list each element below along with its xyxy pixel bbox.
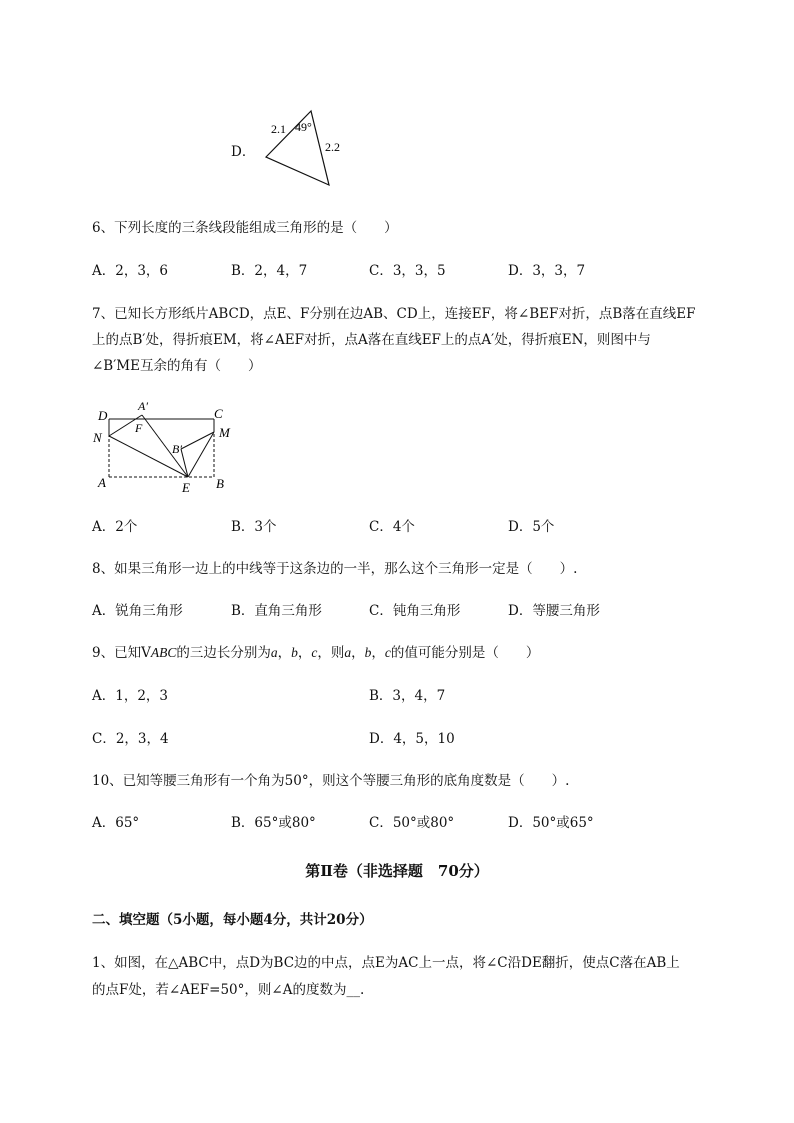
q7-label-d: D xyxy=(98,408,108,423)
q6-stem: 6、下列长度的三条线段能组成三角形的是（ ） xyxy=(92,220,398,236)
q9-comma-2: ， xyxy=(297,645,312,661)
q7-label-b: B xyxy=(216,476,224,491)
q9-option-c[interactable]: C．2，3，4 xyxy=(92,731,169,747)
q9-comma-4: ， xyxy=(371,645,385,661)
fill-q1-line2: 的点F处，若∠AEF=50°，则∠A的度数为__. xyxy=(92,982,365,998)
q10-option-a[interactable]: A．65° xyxy=(92,815,140,831)
q9-stem-post: 的值可能分别是（ ） xyxy=(390,645,540,661)
part2-section-heading: 二、填空题（5小题，每小题4分，共计20分） xyxy=(92,912,373,928)
q7-label-aprime: A′ xyxy=(138,399,148,413)
q8-option-c[interactable]: C．钝角三角形 xyxy=(369,603,461,619)
q9-stem xyxy=(92,643,539,663)
q9-option-b[interactable]: B．3，4，7 xyxy=(369,688,446,704)
q7-stem-line3: ∠B′ME互余的角有（ ） xyxy=(92,358,262,374)
q7-label-bprime: B′ xyxy=(172,442,182,456)
q9-stem-mid2: ，则 xyxy=(317,645,345,661)
q9-stem-mid: 的三边长分别为 xyxy=(176,645,271,661)
q9-option-a[interactable]: A．1，2，3 xyxy=(92,688,169,704)
q9-var-b-2: b xyxy=(364,645,372,660)
q10-option-c[interactable]: C．50°或80° xyxy=(369,815,455,831)
q7-label-c: C xyxy=(214,406,223,421)
q8-stem: 8、如果三角形一边上的中线等于这条边的一半，那么这个三角形一定是（ ）. xyxy=(92,561,578,577)
q7-label-e: E xyxy=(182,480,190,495)
q9-var-c: c xyxy=(311,645,318,660)
q7-option-b[interactable]: B．3个 xyxy=(231,519,277,535)
q8-option-d[interactable]: D．等腰三角形 xyxy=(508,603,600,619)
q5-triangle-figure xyxy=(255,105,355,191)
q9-var-c-2: c xyxy=(384,645,391,660)
q6-option-d[interactable]: D．3，3，7 xyxy=(508,263,586,279)
q9-var-a: a xyxy=(270,645,278,660)
q7-label-n: N xyxy=(93,430,102,445)
q5-angle: 49° xyxy=(295,120,312,134)
q9-abc: ABC xyxy=(150,645,177,660)
q7-stem-line1: 7、已知长方形纸片ABCD，点E、F分别在边AB、CD上，连接EF，将∠BEF对折，点B落在直线EF xyxy=(92,306,696,322)
q8-option-b[interactable]: B．直角三角形 xyxy=(231,603,322,619)
q5-side-left: 2.1 xyxy=(271,122,286,136)
q7-stem-line2: 上的点B′处，得折痕EM，将∠AEF对折，点A落在直线EF上的点A′处，得折痕EN，则图中与 xyxy=(92,332,651,348)
fill-q1-line1: 1、如图，在△ABC中，点D为BC边的中点，点E为AC上一点，将∠C沿DE翻折，使点C落在AB上 xyxy=(92,955,680,971)
q7-option-c[interactable]: C．4个 xyxy=(369,519,415,535)
q9-var-b: b xyxy=(291,645,298,660)
q7-label-a: A xyxy=(98,475,106,490)
q7-label-f: F xyxy=(135,421,143,435)
part2-title: 第Ⅱ卷（非选择题 70分） xyxy=(305,862,489,880)
q9-var-a-2: a xyxy=(344,645,352,660)
q9-stem-pre: 9、已知 xyxy=(92,645,142,661)
q7-rectangle-figure xyxy=(88,396,248,496)
q8-option-a[interactable]: A．锐角三角形 xyxy=(92,603,183,619)
q10-option-d[interactable]: D．50°或65° xyxy=(508,815,594,831)
q5-side-right: 2.2 xyxy=(325,140,340,154)
q10-option-b[interactable]: B．65°或80° xyxy=(231,815,316,831)
q6-option-b[interactable]: B．2，4，7 xyxy=(231,263,308,279)
q9-comma-1: ， xyxy=(277,645,292,661)
q9-option-d[interactable]: D．4，5，10 xyxy=(369,731,455,747)
q7-option-a[interactable]: A．2个 xyxy=(92,519,138,535)
q6-option-a[interactable]: A．2，3，6 xyxy=(92,263,169,279)
q5-option-d-label: D． xyxy=(231,144,256,160)
q7-option-d[interactable]: D．5个 xyxy=(508,519,555,535)
q7-label-m: M xyxy=(219,425,230,440)
q6-option-c[interactable]: C．3，3，5 xyxy=(369,263,446,279)
q9-comma-3: ， xyxy=(351,645,365,661)
q10-stem: 10、已知等腰三角形有一个角为50°，则这个等腰三角形的底角度数是（ ）. xyxy=(92,773,570,789)
q9-triangle-symbol: V xyxy=(141,645,151,661)
